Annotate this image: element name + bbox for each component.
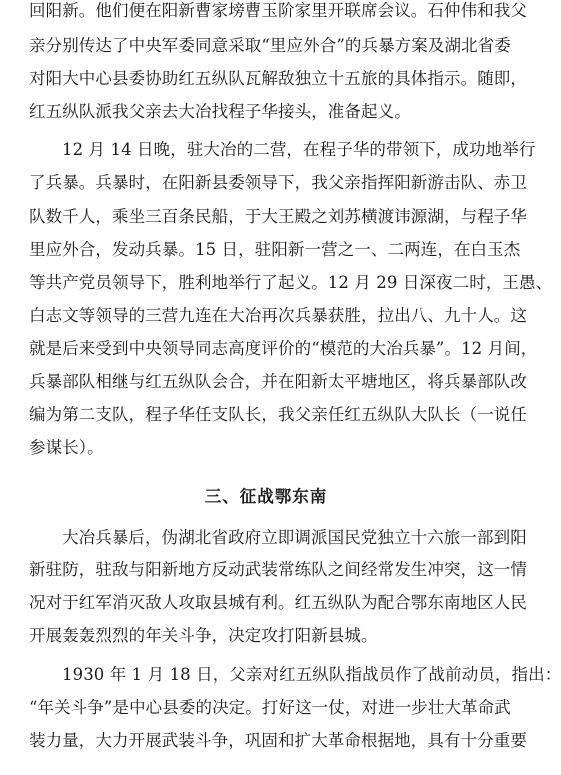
text-line: 红五纵队派我父亲去大冶找程子华接头，准备起义。	[29, 102, 411, 121]
text-line: 里应外合，发动兵暴。15 日，驻阳新一营之一、二两连，在白玉杰	[29, 240, 521, 259]
text-line: 就是后来受到中央领导同志高度评价的“模范的大冶兵暴”。12 月间，	[29, 339, 538, 358]
text-line: 编为第二支队，程子华任支队长，我父亲任红五纵队大队长（一说任	[29, 405, 527, 424]
text-line: 新驻防，驻敌与阳新地方反动武装常练队之间经常发生冲突，这一情	[29, 560, 527, 579]
text-line: 回阳新。他们便在阳新曹家塝曹玉阶家里开联席会议。石仲伟和我父	[29, 1, 527, 20]
text-line: 亲分别传达了中央军委同意采取“里应外合”的兵暴方案及湖北省委	[29, 36, 511, 55]
text-line: “年关斗争”是中心县委的决定。打好这一仗，对进一步壮大革命武	[29, 698, 511, 717]
text-line: 兵暴部队相继与红五纵队会合，并在阳新太平塘地区，将兵暴部队改	[29, 372, 527, 391]
section-heading: 三、征战鄂东南	[204, 487, 328, 506]
text-line: 开展轰轰烈烈的年关斗争，决定攻打阳新县城。	[29, 626, 378, 645]
text-line: 队数千人，乘坐三百条民船，于大王殿之刘苏横渡讳源湖，与程子华	[29, 207, 527, 226]
paragraph-first-line: 1930 年 1 月 18 日，父亲对红五纵队指战员作了战前动员，指出：	[62, 665, 561, 684]
text-line: 参谋长）。	[29, 438, 104, 457]
text-line: 白志文等领导的三营九连在大冶再次兵暴获胜，拉出八、九十人。这	[29, 306, 527, 325]
text-line: 装力量，大力开展武装斗争，巩固和扩大革命根据地，具有十分重要	[29, 731, 527, 750]
paragraph-first-line: 大冶兵暴后，伪湖北省政府立即调派国民党独立十六旅一部到阳	[62, 528, 527, 547]
text-line: 况对于红军消灭敌人攻取县城有利。红五纵队为配合鄂东南地区人民	[29, 593, 527, 612]
text-line: 对阳大中心县委协助红五纵队瓦解敌独立十五旅的具体指示。随即，	[29, 69, 527, 88]
paragraph-first-line: 12 月 14 日晚，驻大冶的二营，在程子华的带领下，成功地举行	[62, 140, 536, 159]
text-line: 了兵暴。兵暴时，在阳新县委领导下，我父亲指挥阳新游击队、赤卫	[29, 173, 527, 192]
text-line: 等共产党员领导下，胜利地举行了起义。12 月 29 日深夜二时，王愚、	[29, 273, 553, 292]
